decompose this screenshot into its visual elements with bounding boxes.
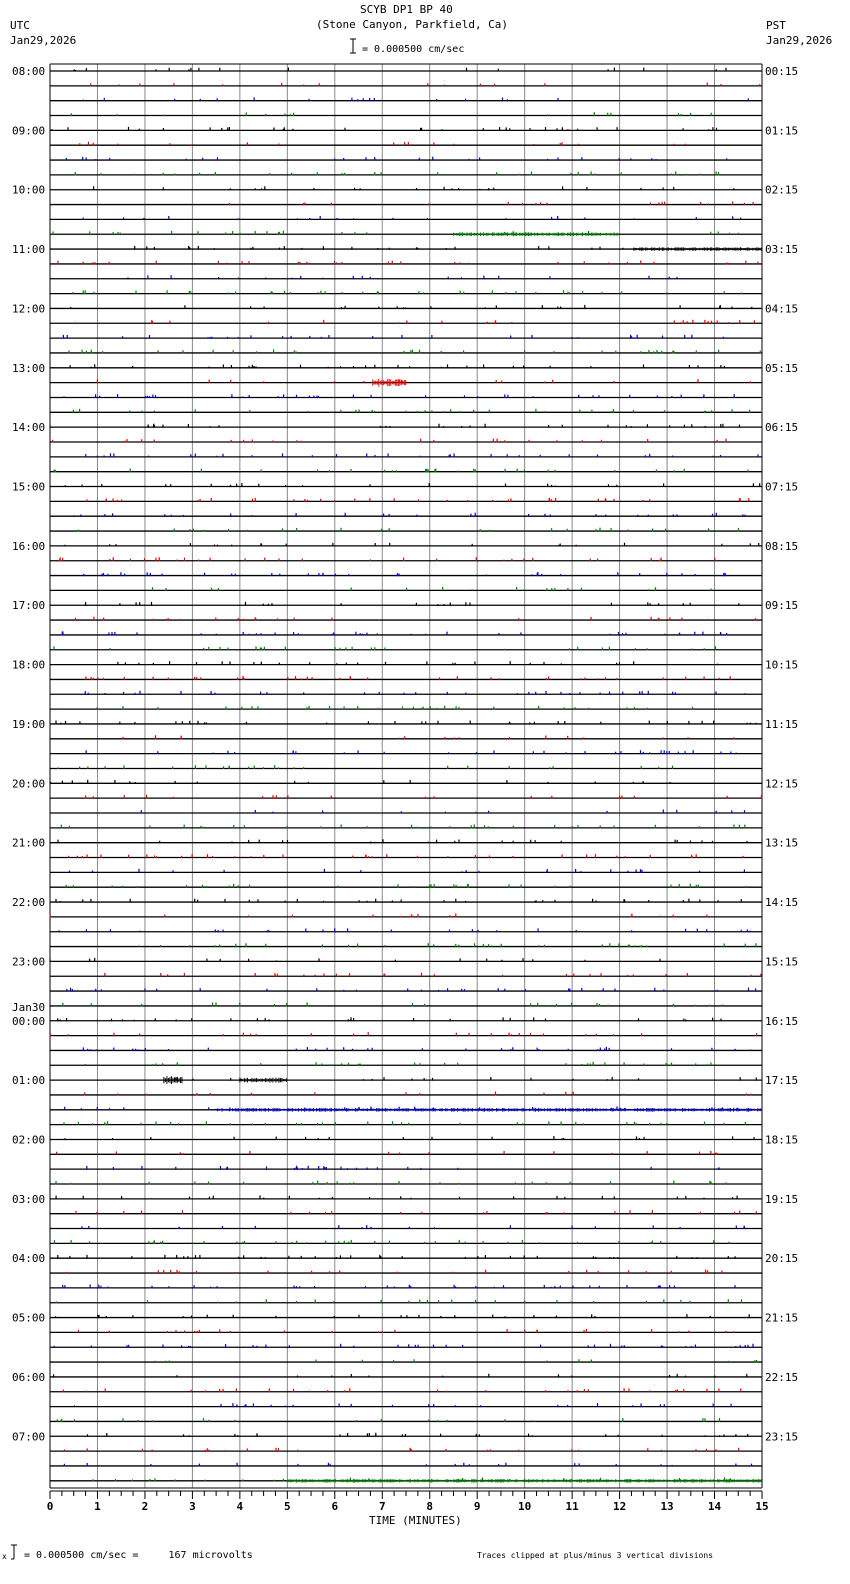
pst-hour-label: 12:15 (765, 777, 799, 791)
utc-hour-label: 11:00 (12, 243, 46, 257)
seismic-event (373, 379, 406, 387)
pst-hour-label: 02:15 (765, 183, 799, 197)
utc-hour-label: 22:00 (12, 896, 46, 910)
utc-hour-label: 03:00 (12, 1192, 46, 1206)
x-tick-label: 13 (660, 1500, 674, 1513)
footer-scale-legend: = 0.000500 cm/sec = 167 microvolts (24, 1550, 253, 1561)
utc-hour-label: 08:00 (12, 65, 46, 78)
x-tick-label: 3 (189, 1500, 196, 1513)
pst-hour-label: 17:15 (765, 1074, 799, 1088)
pst-hour-label: 08:15 (765, 539, 799, 553)
utc-hour-label: 09:00 (12, 124, 46, 138)
utc-hour-label: 18:00 (12, 658, 46, 672)
pst-hour-label: 11:15 (765, 717, 799, 731)
utc-hour-label: 01:00 (12, 1074, 46, 1088)
utc-hour-label: 23:00 (12, 955, 46, 969)
x-tick-label: 6 (331, 1500, 339, 1513)
utc-hour-label: 12:00 (12, 302, 46, 316)
x-tick-label: 5 (284, 1500, 291, 1513)
pst-hour-label: 00:15 (765, 65, 799, 78)
x-tick-label: 4 (236, 1500, 244, 1513)
footer-scale-prefix: x (2, 1552, 7, 1561)
pst-hour-label: 03:15 (765, 243, 799, 257)
utc-hour-label: 02:00 (12, 1133, 46, 1147)
x-tick-label: 2 (141, 1500, 149, 1513)
x-tick-label: 9 (473, 1500, 481, 1513)
x-tick-label: 1 (94, 1500, 101, 1513)
clip-note: Traces clipped at plus/minus 3 vertical divisions (477, 1551, 714, 1560)
pst-hour-label: 22:15 (765, 1370, 799, 1384)
right-date: Jan29,2026 (766, 34, 833, 47)
utc-hour-label: 13:00 (12, 361, 46, 375)
pst-hour-label: 18:15 (765, 1133, 799, 1147)
right-timezone: PST (766, 19, 786, 32)
x-tick-label: 12 (612, 1500, 627, 1513)
pst-hour-label: 06:15 (765, 421, 799, 435)
left-timezone: UTC (10, 19, 30, 32)
pst-hour-label: 21:15 (765, 1311, 799, 1325)
seismic-event (164, 1076, 182, 1084)
utc-hour-label: 19:00 (12, 717, 46, 731)
utc-hour-label: 10:00 (12, 183, 46, 197)
pst-hour-label: 13:15 (765, 836, 799, 850)
x-tick-label: 7 (378, 1500, 386, 1513)
pst-hour-label: 09:15 (765, 599, 799, 613)
pst-hour-label: 04:15 (765, 302, 799, 316)
x-axis-label: TIME (MINUTES) (369, 1514, 462, 1527)
pst-hour-label: 05:15 (765, 361, 799, 375)
utc-hour-label: 17:00 (12, 599, 46, 613)
scale-legend: = 0.000500 cm/sec (362, 44, 465, 55)
x-tick-label: 0 (46, 1500, 54, 1513)
station-title: SCYB DP1 BP 40 (360, 3, 453, 16)
utc-hour-label: 05:00 (12, 1311, 46, 1325)
x-tick-label: 10 (518, 1500, 532, 1513)
pst-hour-label: 16:15 (765, 1014, 799, 1028)
x-tick-label: 11 (565, 1500, 579, 1513)
pst-hour-label: 01:15 (765, 124, 799, 138)
pst-hour-label: 07:15 (765, 480, 799, 494)
left-date: Jan29,2026 (10, 34, 77, 47)
utc-hour-label: 14:00 (12, 421, 46, 435)
date-change-label: Jan30 (12, 1000, 46, 1014)
x-tick-label: 14 (707, 1500, 722, 1513)
pst-hour-label: 15:15 (765, 955, 799, 969)
pst-hour-label: 14:15 (765, 896, 799, 910)
utc-hour-label: 21:00 (12, 836, 46, 850)
utc-hour-label: 07:00 (12, 1430, 46, 1444)
pst-hour-label: 10:15 (765, 658, 799, 672)
pst-hour-label: 23:15 (765, 1430, 799, 1444)
station-subtitle: (Stone Canyon, Parkfield, Ca) (316, 18, 509, 31)
utc-hour-label: 00:00 (12, 1014, 46, 1028)
pst-hour-label: 20:15 (765, 1252, 799, 1266)
utc-hour-label: 04:00 (12, 1252, 46, 1266)
utc-hour-label: 16:00 (12, 539, 46, 553)
pst-hour-label: 19:15 (765, 1192, 799, 1206)
utc-hour-label: 15:00 (12, 480, 46, 494)
utc-hour-label: 20:00 (12, 777, 46, 791)
x-tick-label: 15 (755, 1500, 769, 1513)
utc-hour-label: 06:00 (12, 1370, 46, 1384)
x-tick-label: 8 (426, 1500, 434, 1513)
